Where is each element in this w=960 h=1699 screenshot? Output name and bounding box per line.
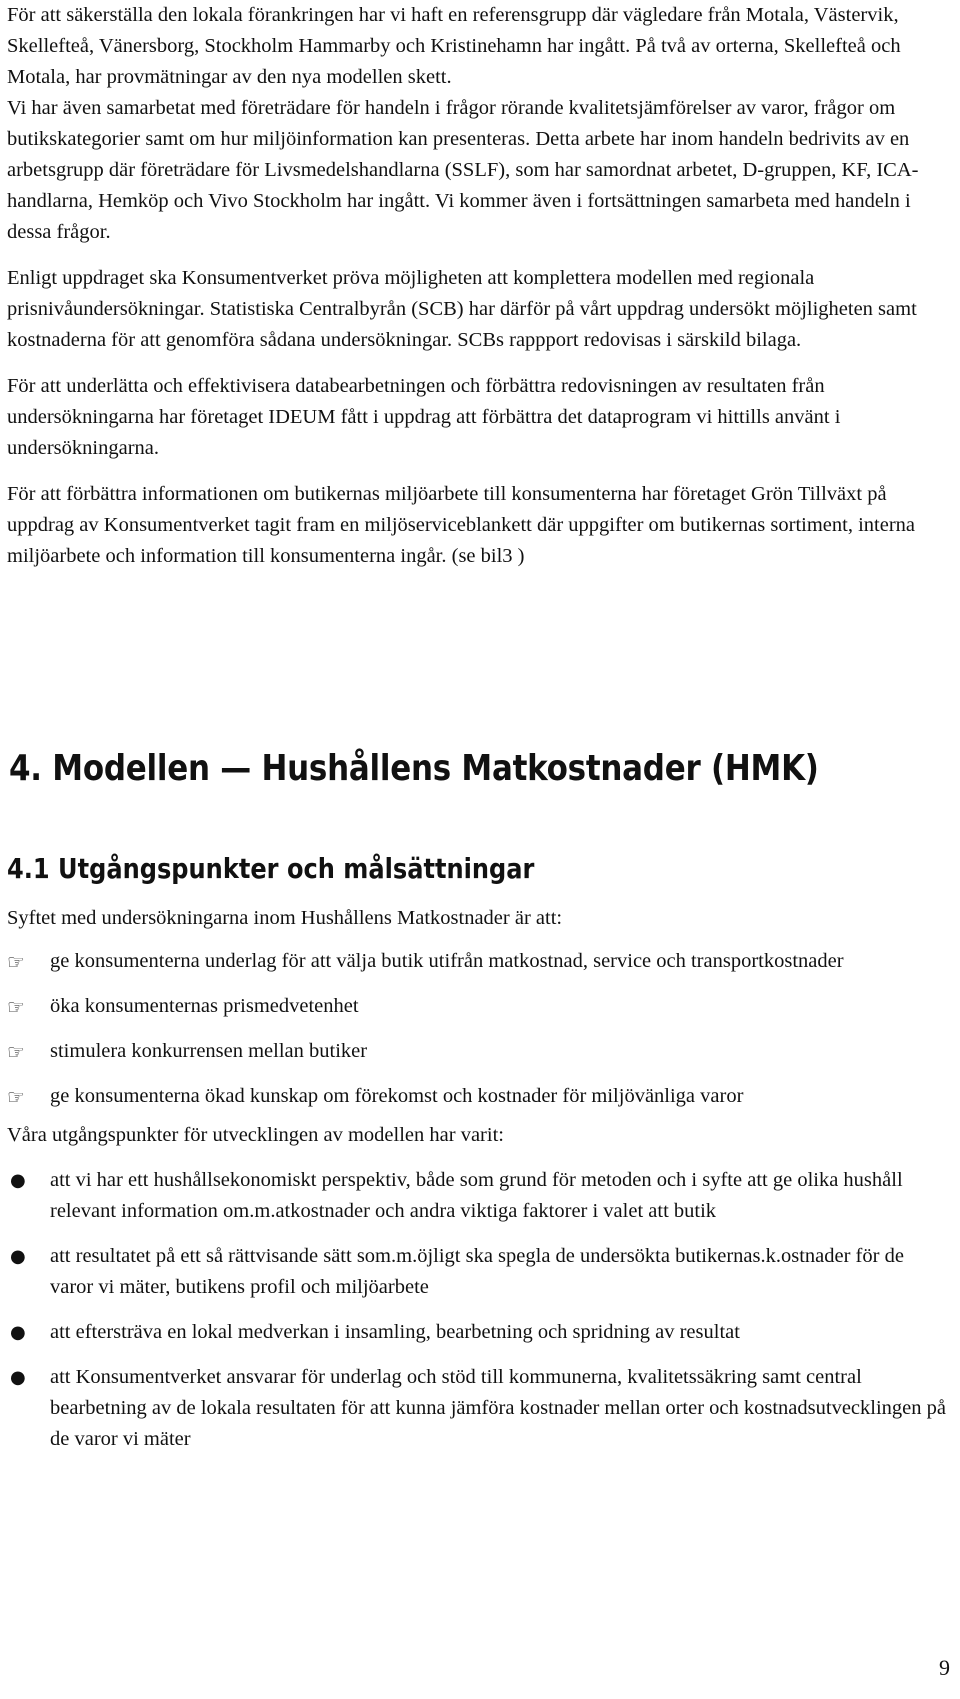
- purpose-list: [7, 946, 952, 1112]
- purpose-item-text: ge konsumenterna underlag för att välja butik utifrån matkostnad, service och transportkostnader: [50, 950, 844, 972]
- paragraph-regional-price: Enligt uppdraget ska Konsumentverket pröva möjligheten att komplettera modellen med regionala prisnivåundersökningar. Statistiska Centralbyrån (SCB) har därför på vårt uppdrag undersökt möjligheten samt kostnaderna för att genomföra sådana undersökningar. SCBs rappport redovisas i särskild bilaga.: [7, 267, 917, 351]
- pointing-hand-icon: ☞: [7, 1085, 25, 1109]
- pointing-hand-icon: ☞: [7, 1040, 25, 1064]
- bullet-dot-icon: ●: [10, 1170, 26, 1191]
- pointing-hand-icon: ☞: [7, 995, 25, 1019]
- basis-item-text: att eftersträva en lokal medverkan i insamling, bearbetning och spridning av resultat: [50, 1321, 740, 1343]
- bullet-dot-icon: ●: [10, 1322, 26, 1343]
- pointing-hand-icon: ☞: [7, 950, 25, 974]
- paragraph-data-processing: För att underlätta och effektivisera databearbetningen och förbättra redovisningen av resultaten från undersökningarna har företaget IDEUM fått i uppdrag att förbättra det dataprogram vi hittills använt i undersökningarna.: [7, 375, 841, 459]
- bullet-dot-icon: ●: [10, 1367, 26, 1388]
- basis-list: [7, 1165, 952, 1455]
- chapter-heading: 4. Modellen — Hushållens Matkostnader (HMK): [9, 748, 819, 789]
- paragraph-reference-group: För att säkerställa den lokala förankringen har vi haft en referensgrupp där vägledare från Motala, Västervik, Skellefteå, Vänersborg, Stockholm Hammarby och Kristinehamn har ingått. På två av orterna, Skellefteå och Motala, har provmätningar av den nya modellen skett.: [7, 4, 901, 88]
- purpose-item-text: stimulera konkurrensen mellan butiker: [50, 1040, 368, 1062]
- list-item: [7, 1081, 952, 1112]
- paragraph-environment-info: För att förbättra informationen om butikernas miljöarbete till konsumenterna har företaget Grön Tillväxt på uppdrag av Konsumentverket tagit fram en miljöserviceblankett där uppgifter om butikernas sortiment, interna miljöarbete och information till konsumenterna ingår. (se bil3 ): [7, 483, 915, 567]
- section-heading: 4.1 Utgångspunkter och målsättningar: [7, 852, 535, 885]
- goals-section: [7, 903, 952, 1469]
- basis-item-text: att resultatet på ett så rättvisande sätt som.m.öjligt ska spegla de undersökta butikernas.k.ostnader för de varor vi mäter, butikens profil och miljöarbete: [50, 1245, 904, 1298]
- intro-section: [7, 0, 952, 572]
- purpose-intro: Syftet med undersökningarna inom Hushållens Matkostnader är att:: [7, 907, 563, 929]
- purpose-item-text: ge konsumenterna ökad kunskap om förekomst och kostnader för miljövänliga varor: [50, 1085, 744, 1107]
- list-item: [7, 1241, 952, 1303]
- list-item: [7, 1036, 952, 1067]
- list-item: [7, 1317, 952, 1348]
- paragraph-trade-cooperation: Vi har även samarbetat med företrädare för handeln i frågor rörande kvalitetsjämförelser av varor, frågor om butikskategorier samt om hur miljöinformation kan presenteras. Detta arbete har inom handeln bedrivits av en arbetsgrupp där företrädare för Livsmedelshandlarna (SSLF), som har samordnat arbetet, D-gruppen, KF, ICA-handlarna, Hemköp och Vivo Stockholm har ingått. Vi kommer även i fortsättningen samarbeta med handeln i dessa frågor.: [7, 97, 919, 243]
- list-item: [7, 1165, 952, 1227]
- basis-item-text: att Konsumentverket ansvarar för underlag och stöd till kommunerna, kvalitetssäkring samt central bearbetning av de lokala resultaten för att kunna jämföra kostnader mellan orter och kostnadsutvecklingen på de varor vi mäter: [50, 1366, 946, 1450]
- page-number: 9: [939, 1655, 950, 1680]
- list-item: [7, 1362, 952, 1455]
- list-item: [7, 991, 952, 1022]
- list-item: [7, 946, 952, 977]
- bullet-dot-icon: ●: [10, 1246, 26, 1267]
- basis-item-text: att vi har ett hushållsekonomiskt perspektiv, både som grund för metoden och i syfte att ge olika hushåll relevant information om.m.atkostnader och andra viktiga faktorer i valet att butik: [50, 1169, 903, 1222]
- basis-intro: Våra utgångspunkter för utvecklingen av modellen har varit:: [7, 1124, 504, 1146]
- purpose-item-text: öka konsumenternas prismedvetenhet: [50, 995, 359, 1017]
